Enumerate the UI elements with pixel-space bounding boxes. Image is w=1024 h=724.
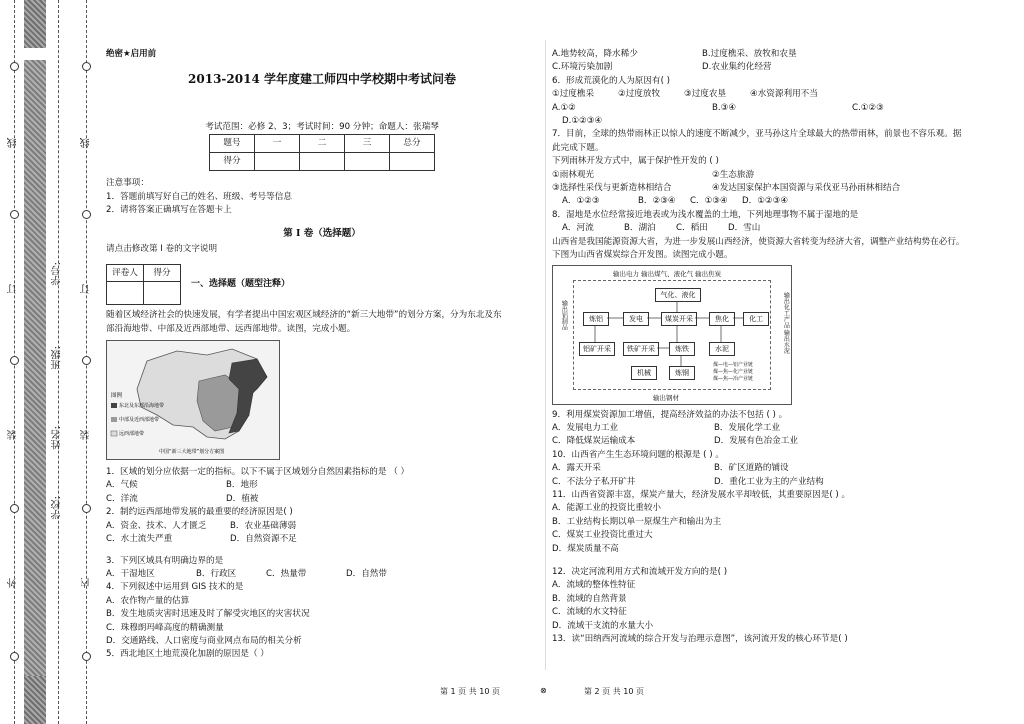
left-page <box>106 48 538 662</box>
option-d[interactable]: D．交通路线、人口密度与商业网点布局的相关分析 <box>106 635 302 646</box>
option-b[interactable]: B．湖泊 <box>624 223 656 234</box>
question-1-options <box>106 493 538 506</box>
binding-hole <box>82 356 91 365</box>
binding-hole <box>10 652 19 661</box>
option-a[interactable]: A．流域的整体性特征 <box>552 580 636 591</box>
option-c[interactable]: C．①③④ <box>690 196 728 207</box>
option-c[interactable]: C．水土流失严重 <box>106 534 173 545</box>
notice-item: 2．请将答案正确填写在答题卡上 <box>106 205 232 216</box>
binding-hole <box>82 210 91 219</box>
question-11: 11．山西省资源丰富，煤炭产量大，经济发展水平却较低，其重要原因是( ) 。 <box>552 489 851 500</box>
question-7-options <box>552 195 992 208</box>
question-13: 13．读“田纳西河流域的综合开发与治理示意图”，该河流开发的核心环节是( ) <box>552 634 848 644</box>
question-6-options <box>552 102 992 115</box>
section-title: 一、选择题（题型注释） <box>191 279 291 290</box>
grader-table <box>106 264 181 305</box>
name-field: 姓名: <box>52 426 63 450</box>
question-5-options <box>552 61 992 74</box>
item: ③选择性采伐与更新造林相结合 <box>552 183 672 194</box>
option-b[interactable]: B．农业基础薄弱 <box>230 520 297 531</box>
binding-label-xian-inner: 线 <box>81 138 92 148</box>
right-page-number: 第 2 页 共 10 页 <box>584 687 644 696</box>
question-10-options <box>552 476 992 489</box>
option-b[interactable]: B．②③④ <box>638 196 676 207</box>
grader-input-cell[interactable] <box>107 282 144 305</box>
option-c[interactable]: C．稻田 <box>676 223 708 234</box>
table-row <box>210 153 435 171</box>
table-cell: 评卷人 <box>107 265 144 282</box>
option-d[interactable]: D．重化工业为主的产业结构 <box>714 476 824 487</box>
left-page-number: 第 1 页 共 10 页 <box>440 687 500 696</box>
legend-title: 图例 <box>111 393 123 400</box>
option-c[interactable]: C．煤炭工业投资比重过大 <box>552 530 653 541</box>
score-input-cell[interactable] <box>255 153 300 171</box>
question-1-options <box>106 479 538 492</box>
legend-swatch <box>111 431 117 436</box>
flow-box-aluminum-smelt: 炼铝 <box>583 312 609 326</box>
china-map-figure <box>106 340 280 460</box>
flow-box-machinery: 机械 <box>631 366 657 380</box>
option-c[interactable]: C．珠穆朗玛峰高度的精确测量 <box>106 622 224 633</box>
question-3-options <box>106 568 538 581</box>
grader-input-cell[interactable] <box>144 282 181 305</box>
score-input-cell[interactable] <box>300 153 345 171</box>
class-field: 班级: <box>52 346 63 370</box>
binding-label-zhuang-inner: 装 <box>81 430 92 440</box>
option-a[interactable]: A．干湿地区 <box>106 568 155 579</box>
flow-box-gasify: 气化、液化 <box>655 288 701 302</box>
flow-top-output: 输出电力 输出煤气、液化气 输出焦炭 <box>613 269 722 278</box>
question-5-options <box>552 48 992 61</box>
score-table <box>209 134 435 171</box>
table-cell: 总分 <box>390 135 435 153</box>
option-a[interactable]: A.地势较高，降水稀少 <box>552 49 638 59</box>
exam-title: 2013-2014 学年度建工师四中学校期中考试问卷 <box>188 72 456 87</box>
binding-hole <box>82 62 91 71</box>
question-6-items <box>552 88 992 101</box>
intro-line: 随着区域经济社会的快速发展，有学者提出中国宏观区域经济的“新三大地带”的划分方案，分为东北及东 <box>106 310 502 321</box>
item: ③过度农垦 <box>684 89 727 100</box>
option-a[interactable]: A．气候 <box>106 480 138 491</box>
table-cell: 得分 <box>144 265 181 282</box>
option-a[interactable]: A.①② <box>552 102 576 113</box>
table-cell: 三 <box>345 135 390 153</box>
option-b[interactable]: B.③④ <box>712 102 737 113</box>
item: ②生态旅游 <box>712 169 755 180</box>
binding-label-ding-outer: 订 <box>8 284 19 294</box>
option-d[interactable]: D．自然资源不足 <box>230 534 297 545</box>
option-b[interactable]: B.过度樵采、放牧和农垦 <box>702 49 797 59</box>
legend-label: 远西部地带 <box>119 431 145 438</box>
score-input-cell[interactable] <box>345 153 390 171</box>
flow-box-chemical: 化工 <box>743 312 769 326</box>
question-10: 10．山西省产生生态环境问题的根源是 ( ) 。 <box>552 449 724 460</box>
option-a[interactable]: A．能源工业的投资比重较小 <box>552 503 662 514</box>
binding-hole <box>10 62 19 71</box>
binding-hatch <box>24 60 46 676</box>
option-b[interactable]: B．发展化学工业 <box>714 422 781 433</box>
legend-label: 中部及近西部地带 <box>119 417 160 424</box>
question-9: 9．利用煤炭资源加工增值，提高经济效益的办法不包括 ( ) 。 <box>552 409 788 420</box>
option-a[interactable]: A．资金、技术、人才匮乏 <box>106 520 207 531</box>
score-input-cell[interactable] <box>390 153 435 171</box>
item: ②过度放牧 <box>618 89 661 100</box>
question-9-options <box>552 435 992 448</box>
question-8: 8．湿地是水位经常接近地表或为浅水覆盖的土地，下列地理事物不属于湿地的是 <box>552 209 859 220</box>
notice-title: 注意事项： <box>106 178 149 189</box>
school-field: 学校: <box>52 496 63 520</box>
option-c[interactable]: C．流域的水文特征 <box>552 607 627 618</box>
flow-box-iron-smelt: 炼铁 <box>669 342 695 356</box>
student-id-field: 学号: <box>52 262 63 286</box>
flow-left-output: 输出铝制品 <box>560 299 568 330</box>
shanxi-intro: 下图为山西省煤炭综合开发图。读图完成小题。 <box>552 250 733 261</box>
question-2: 2．制约远西部地带发展的最重要的经济原因是( ) <box>106 507 293 518</box>
legend-label: 东北及东部沿海地带 <box>119 403 165 410</box>
table-cell: 得分 <box>210 153 255 171</box>
binding-hatch-bottom <box>24 676 46 724</box>
flow-bottom-output: 输出钢材 <box>653 393 679 402</box>
right-page <box>552 48 992 646</box>
question-6: 6．形成荒漠化的人为原因有( ) <box>552 75 671 86</box>
binding-hole <box>10 356 19 365</box>
table-cell: 题号 <box>210 135 255 153</box>
flow-box-bauxite-mining: 铝矿开采 <box>579 342 615 356</box>
flow-box-coal-mining: 煤炭开采 <box>661 312 697 326</box>
question-9-options <box>552 422 992 435</box>
option-b[interactable]: B．矿区道路的铺设 <box>714 463 789 474</box>
binding-margin <box>0 0 96 724</box>
flow-legend-item: 煤—焦—化产业链 <box>713 368 754 375</box>
question-7: 下列雨林开发方式中，属于保护性开发的 ( ) <box>552 156 719 167</box>
option-d[interactable]: D.①②③④ <box>562 116 603 127</box>
flow-arrows <box>553 266 791 404</box>
option-c[interactable]: C．热量带 <box>266 568 307 579</box>
shanxi-intro: 山西省是我国能源资源大省，为进一步发展山西经济，使资源大省转变为经济大省，调整产业结构势在必行。 <box>552 236 965 247</box>
binding-label-xian-outer: 线 <box>8 138 19 148</box>
option-d[interactable]: D．植被 <box>226 493 259 504</box>
option-c[interactable]: C．不法分子私开矿井 <box>552 476 636 487</box>
option-d[interactable]: D．自然带 <box>346 568 387 579</box>
option-d[interactable]: D．发展有色冶金工业 <box>714 436 798 447</box>
question-12: 12．决定河流利用方式和流域开发方向的是( ) <box>552 566 728 577</box>
binding-hatch-top <box>24 0 46 48</box>
option-d[interactable]: D．①②③④ <box>742 196 789 207</box>
option-b[interactable]: B．工业结构长期以单一原煤生产和输出为主 <box>552 516 722 527</box>
flow-box-steel: 炼钢 <box>669 366 695 380</box>
page-divider <box>545 40 546 670</box>
item: ①雨林观光 <box>552 169 595 180</box>
table-cell: 一 <box>255 135 300 153</box>
map-caption: 中国“新三大地带”划分方案图 <box>159 449 225 456</box>
legend-swatch <box>111 403 117 408</box>
option-c[interactable]: C．洋流 <box>106 493 138 504</box>
question-4: 4．下列叙述中运用到 GIS 技术的是 <box>106 582 244 593</box>
exam-info: 考试范围：必修 2、3；考试时间：90 分钟；命题人：张瑞琴 <box>205 121 439 132</box>
question-2-options <box>106 533 538 546</box>
legend-swatch <box>111 417 117 422</box>
center-mark-icon: ⊗ <box>540 686 547 695</box>
question-7-items <box>552 169 992 182</box>
option-a[interactable]: A．发展电力工业 <box>552 422 619 433</box>
option-b[interactable]: B．流域的自然背景 <box>552 593 627 604</box>
item: ④发达国家保护本国资源与采伐亚马孙雨林相结合 <box>712 183 901 194</box>
option-b[interactable]: B．发生地质灾害时迅速及时了解受灾地区的灾害状况 <box>106 609 310 620</box>
option-a[interactable]: A．①②③ <box>562 196 600 207</box>
option-d[interactable]: D．流域干支流的水量大小 <box>552 620 654 631</box>
grader-row <box>106 264 538 305</box>
option-b[interactable]: B．地形 <box>226 480 258 491</box>
question-10-options <box>552 462 992 475</box>
part-note: 请点击修改第 I 卷的文字说明 <box>106 243 218 254</box>
option-a[interactable]: A．农作物产量的估算 <box>106 595 190 606</box>
question-8-options <box>552 222 992 235</box>
option-a[interactable]: A．河流 <box>562 223 594 234</box>
question-3: 3．下列区域具有明确边界的是 <box>106 555 224 566</box>
table-cell: 二 <box>300 135 345 153</box>
option-d[interactable]: D．雪山 <box>728 223 761 234</box>
binding-hole <box>82 504 91 513</box>
flow-legend-item: 煤—焦—冶产业链 <box>713 375 754 382</box>
option-c[interactable]: C.环境污染加剧 <box>552 62 613 73</box>
option-c[interactable]: C.①②③ <box>852 102 884 113</box>
binding-hole <box>10 504 19 513</box>
binding-hole <box>10 210 19 219</box>
question-7-items <box>552 182 992 195</box>
china-map-svg <box>107 341 279 459</box>
coal-development-diagram <box>552 265 792 405</box>
question-1: 1．区域的划分应依据一定的指标。以下不属于区域划分自然因素指标的是 （ ） <box>106 467 410 478</box>
question-5: 5．西北地区土地荒漠化加剧的原因是（ ） <box>106 649 269 660</box>
question-7: 7．目前，全球的热带雨林正以惊人的速度不断减少，亚马孙这片全球最大的热带雨林，前景也不容乐观。据 <box>552 129 962 140</box>
flow-box-cement: 水泥 <box>709 342 735 356</box>
item: ①过度樵采 <box>552 89 595 100</box>
flow-box-power: 发电 <box>623 312 649 326</box>
part-title: 第 I 卷（选择题） <box>283 228 361 240</box>
option-a[interactable]: A．露天开采 <box>552 463 601 474</box>
notice-item: 1．答题前填写好自己的姓名、班级、考号等信息 <box>106 191 292 202</box>
flow-right-output: 输出化工产品 输出水泥 <box>782 291 790 354</box>
flow-box-iron-mining: 铁矿开采 <box>623 342 659 356</box>
binding-label-zhuang-outer: 装 <box>8 430 19 440</box>
intro-line: 部沿海地带、中部及近西部地带、远西部地带。读图，完成小题。 <box>106 323 356 334</box>
option-b[interactable]: B．行政区 <box>196 568 237 579</box>
binding-hole <box>82 652 91 661</box>
flow-legend-item: 煤—电—铝产业链 <box>713 361 754 368</box>
binding-label-wai-outer: 外 <box>8 578 19 588</box>
binding-label-ding-inner: 订 <box>81 284 92 294</box>
option-d[interactable]: D．煤炭质量不高 <box>552 543 619 554</box>
secret-label: 绝密★启用前 <box>106 49 157 59</box>
binding-label-nei-inner: 内 <box>81 578 92 588</box>
table-row <box>210 135 435 153</box>
option-d[interactable]: D.农业集约化经营 <box>702 62 772 73</box>
flow-box-coking: 焦化 <box>709 312 735 326</box>
question-2-options <box>106 520 538 533</box>
option-c[interactable]: C．降低煤炭运输成本 <box>552 436 636 447</box>
question-7: 此完成下题。 <box>552 142 604 153</box>
item: ④水资源利用不当 <box>750 89 818 100</box>
